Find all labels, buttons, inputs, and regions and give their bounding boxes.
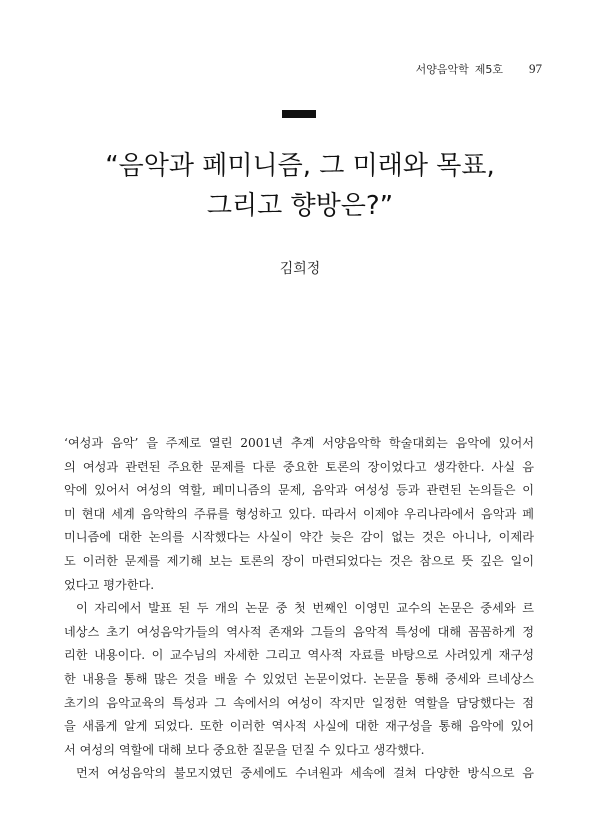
issue-number: 제5호	[474, 63, 503, 76]
body-text	[64, 432, 534, 786]
running-header	[416, 61, 542, 77]
body-line: 한 내용을 통해 많은 것을 배울 수 있었던 논문이었다. 논문을 통해 중세와 르네상스	[64, 671, 534, 686]
body-line: 을 새롭게 알게 되었다. 또한 이러한 역사적 사실에 대한 재구성을 통해 음악에 있어	[64, 719, 534, 734]
body-line: ‘여성과 음악’ 을 주제로 열린 2001년 추계 서양음악학 학술대회는 음악에 있어서	[64, 436, 534, 450]
body-line: 미 현대 세계 음악학의 주류를 형성하고 있다. 따라서 이제야 우리나라에서 음악과 페	[64, 506, 534, 521]
body-line: 네상스 초기 여성음악가들의 역사적 존재와 그들의 음악적 특성에 대해 꼼꼼하게 정	[64, 624, 534, 639]
body-line: 서 여성의 역할에 대해 보다 중요한 질문을 던질 수 있다고 생각했다.	[64, 742, 425, 757]
body-line: 었다고 평가한다.	[64, 577, 155, 592]
article-title	[50, 146, 550, 226]
body-line: 먼저 여성음악의 불모지였던 중세에도 수녀원과 세속에 걸쳐 다양한 방식으로 음	[76, 766, 534, 781]
title-ornament-bar	[282, 110, 316, 118]
body-line: 악에 있어서 여성의 역할, 페미니즘의 문제, 음악과 여성성 등과 관련된 논의들은 이	[64, 483, 534, 498]
journal-name: 서양음악학	[415, 63, 469, 76]
title-line-2: 그리고 향방은?”	[206, 191, 394, 221]
body-line: 의 여성과 관련된 주요한 문제를 다룬 중요한 토론의 장이었다고 생각한다. 사실 음	[64, 459, 534, 474]
title-line-1: “음악과 페미니즘, 그 미래와 목표,	[105, 151, 495, 181]
page-number: 97	[529, 61, 542, 76]
body-line: 미니즘에 대한 논의를 시작했다는 사실이 약간 늦은 감이 없는 것은 아니나, 이제라	[64, 530, 534, 545]
body-line: 이 자리에서 발표 된 두 개의 논문 중 첫 번째인 이영민 교수의 논문은 중세와 르	[76, 601, 534, 616]
body-line: 초기의 음악교육의 특성과 그 속에서의 여성이 작지만 일정한 역할을 담당했다는 점	[64, 695, 534, 710]
author-name: 김희정	[279, 261, 321, 277]
body-line: 도 이러한 문제를 제기해 보는 토론의 장이 마련되었다는 것은 참으로 뜻 깊은 일이	[64, 553, 534, 568]
body-line: 리한 내용이다. 이 교수님의 자세한 그리고 역사적 자료를 바탕으로 사려있게 재구성	[64, 648, 534, 663]
